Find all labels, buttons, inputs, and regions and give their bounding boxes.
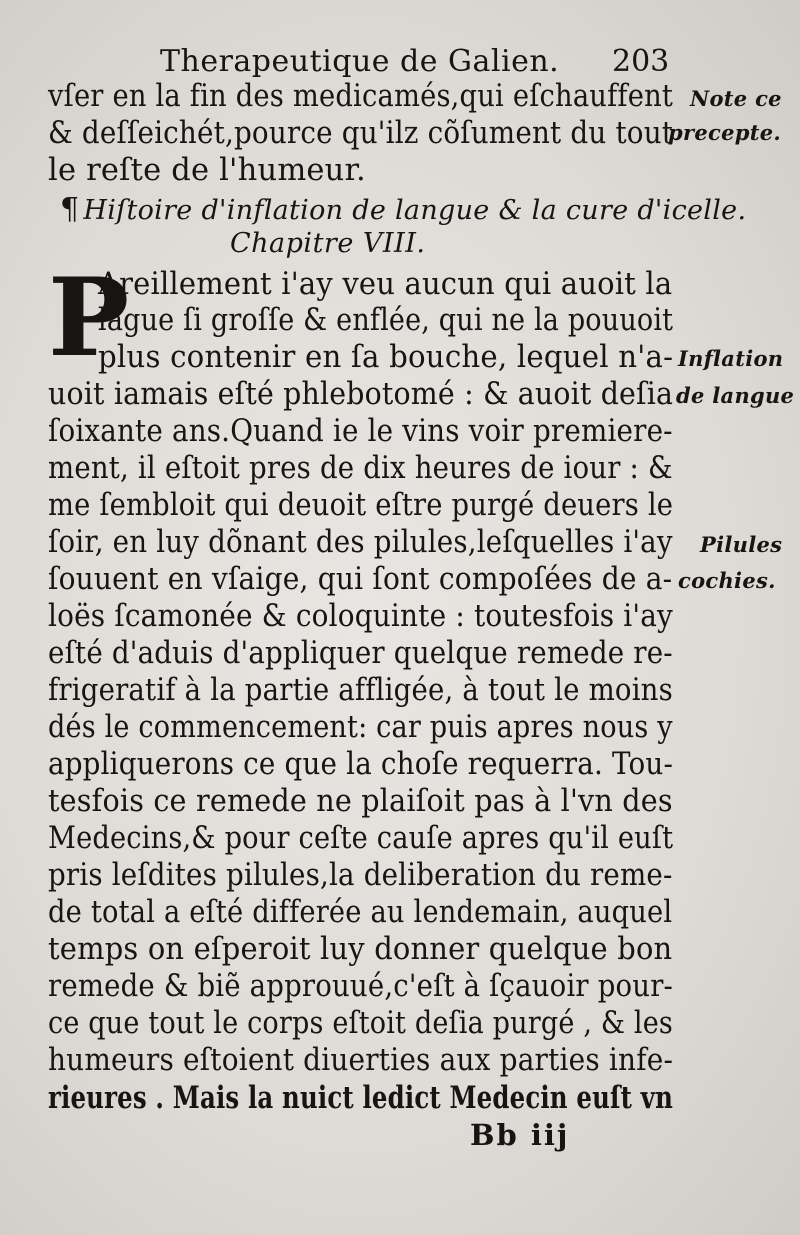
body-line: loës ſcamonée & coloquinte : toutesfois i'ay	[48, 599, 674, 634]
body-line: rieures . Mais la nuict ledict Medecin euſt vn	[48, 1080, 674, 1116]
body-line: Medecins,& pour ceſte cauſe apres qu'il euſt	[48, 821, 674, 856]
section-heading	[60, 192, 746, 227]
body-line: pris leſdites pilules,la deliberation du reme-	[48, 858, 673, 893]
running-title: Therapeutique de Galien.	[160, 44, 560, 79]
body-line: eſté d'aduis d'appliquer quelque remede re-	[48, 636, 673, 671]
body-line: humeurs eſtoient diuerties aux parties infe-	[48, 1043, 674, 1078]
body-line: dés le commencement: car puis apres nous y	[48, 710, 673, 745]
body-line: de total a eſté differée au lendemain, auquel	[48, 895, 673, 930]
body-line: frigeratif à la partie affligée, à tout le moins	[48, 673, 673, 708]
body-line: temps on eſperoit luy donner quelque bon	[48, 932, 673, 967]
section-heading-text: Hiſtoire d'inflation de langue & la cure d'icelle.	[83, 195, 747, 226]
pilcrow-icon: ¶	[60, 192, 80, 227]
body-line: ce que tout le corps eſtoit deſia purgé , & les	[48, 1006, 674, 1041]
signature-mark: Bb iij	[470, 1118, 570, 1152]
body-line: me ſembloit qui deuoit eſtre purgé deuers le	[48, 488, 674, 523]
body-line: ment, il eſtoit pres de dix heures de iour : &	[48, 451, 673, 486]
margin-note: de langue	[676, 383, 795, 408]
body-line: ſoir, en luy dõnant des pilules,leſquelles i'ay	[48, 525, 673, 560]
intro-line: le reſte de l'humeur.	[48, 153, 366, 188]
body-line: remede & biẽ approuué,c'eſt à ſçauoir pour-	[48, 969, 674, 1004]
body-line: lãgue ſi groſſe & enflée, qui ne la pouuoit	[98, 303, 674, 338]
margin-note: cochies.	[678, 568, 776, 593]
body-line: tesfois ce remede ne plaiſoit pas à l'vn des	[48, 784, 673, 819]
intro-line: & deſſeichét,pource qu'ilz cõſument du tout	[48, 116, 674, 151]
body-line: plus contenir en ſa bouche, lequel n'a-	[98, 340, 674, 375]
margin-note: Inflation	[678, 346, 784, 371]
body-line: uoit iamais eſté phlebotomé : & auoit deſia	[48, 377, 674, 412]
page-number: 203	[612, 44, 670, 79]
body-line: Areillement i'ay veu aucun qui auoit la	[98, 267, 673, 302]
intro-line: vſer en la fin des medicamés,qui eſchauffent	[48, 79, 674, 114]
margin-note: Note ce	[690, 86, 782, 111]
body-line: ſouuent en vſaige, qui ſont compoſées de a-	[48, 562, 673, 597]
body-line: ſoixante ans.Quand ie le vins voir premiere-	[48, 414, 673, 449]
chapter-heading: Chapitre VIII.	[230, 228, 426, 259]
drop-cap: P	[48, 255, 130, 381]
margin-note: Pilules	[700, 532, 783, 557]
margin-note: precepte.	[668, 120, 782, 145]
body-line: appliquerons ce que la choſe requerra. Tou-	[48, 747, 674, 782]
